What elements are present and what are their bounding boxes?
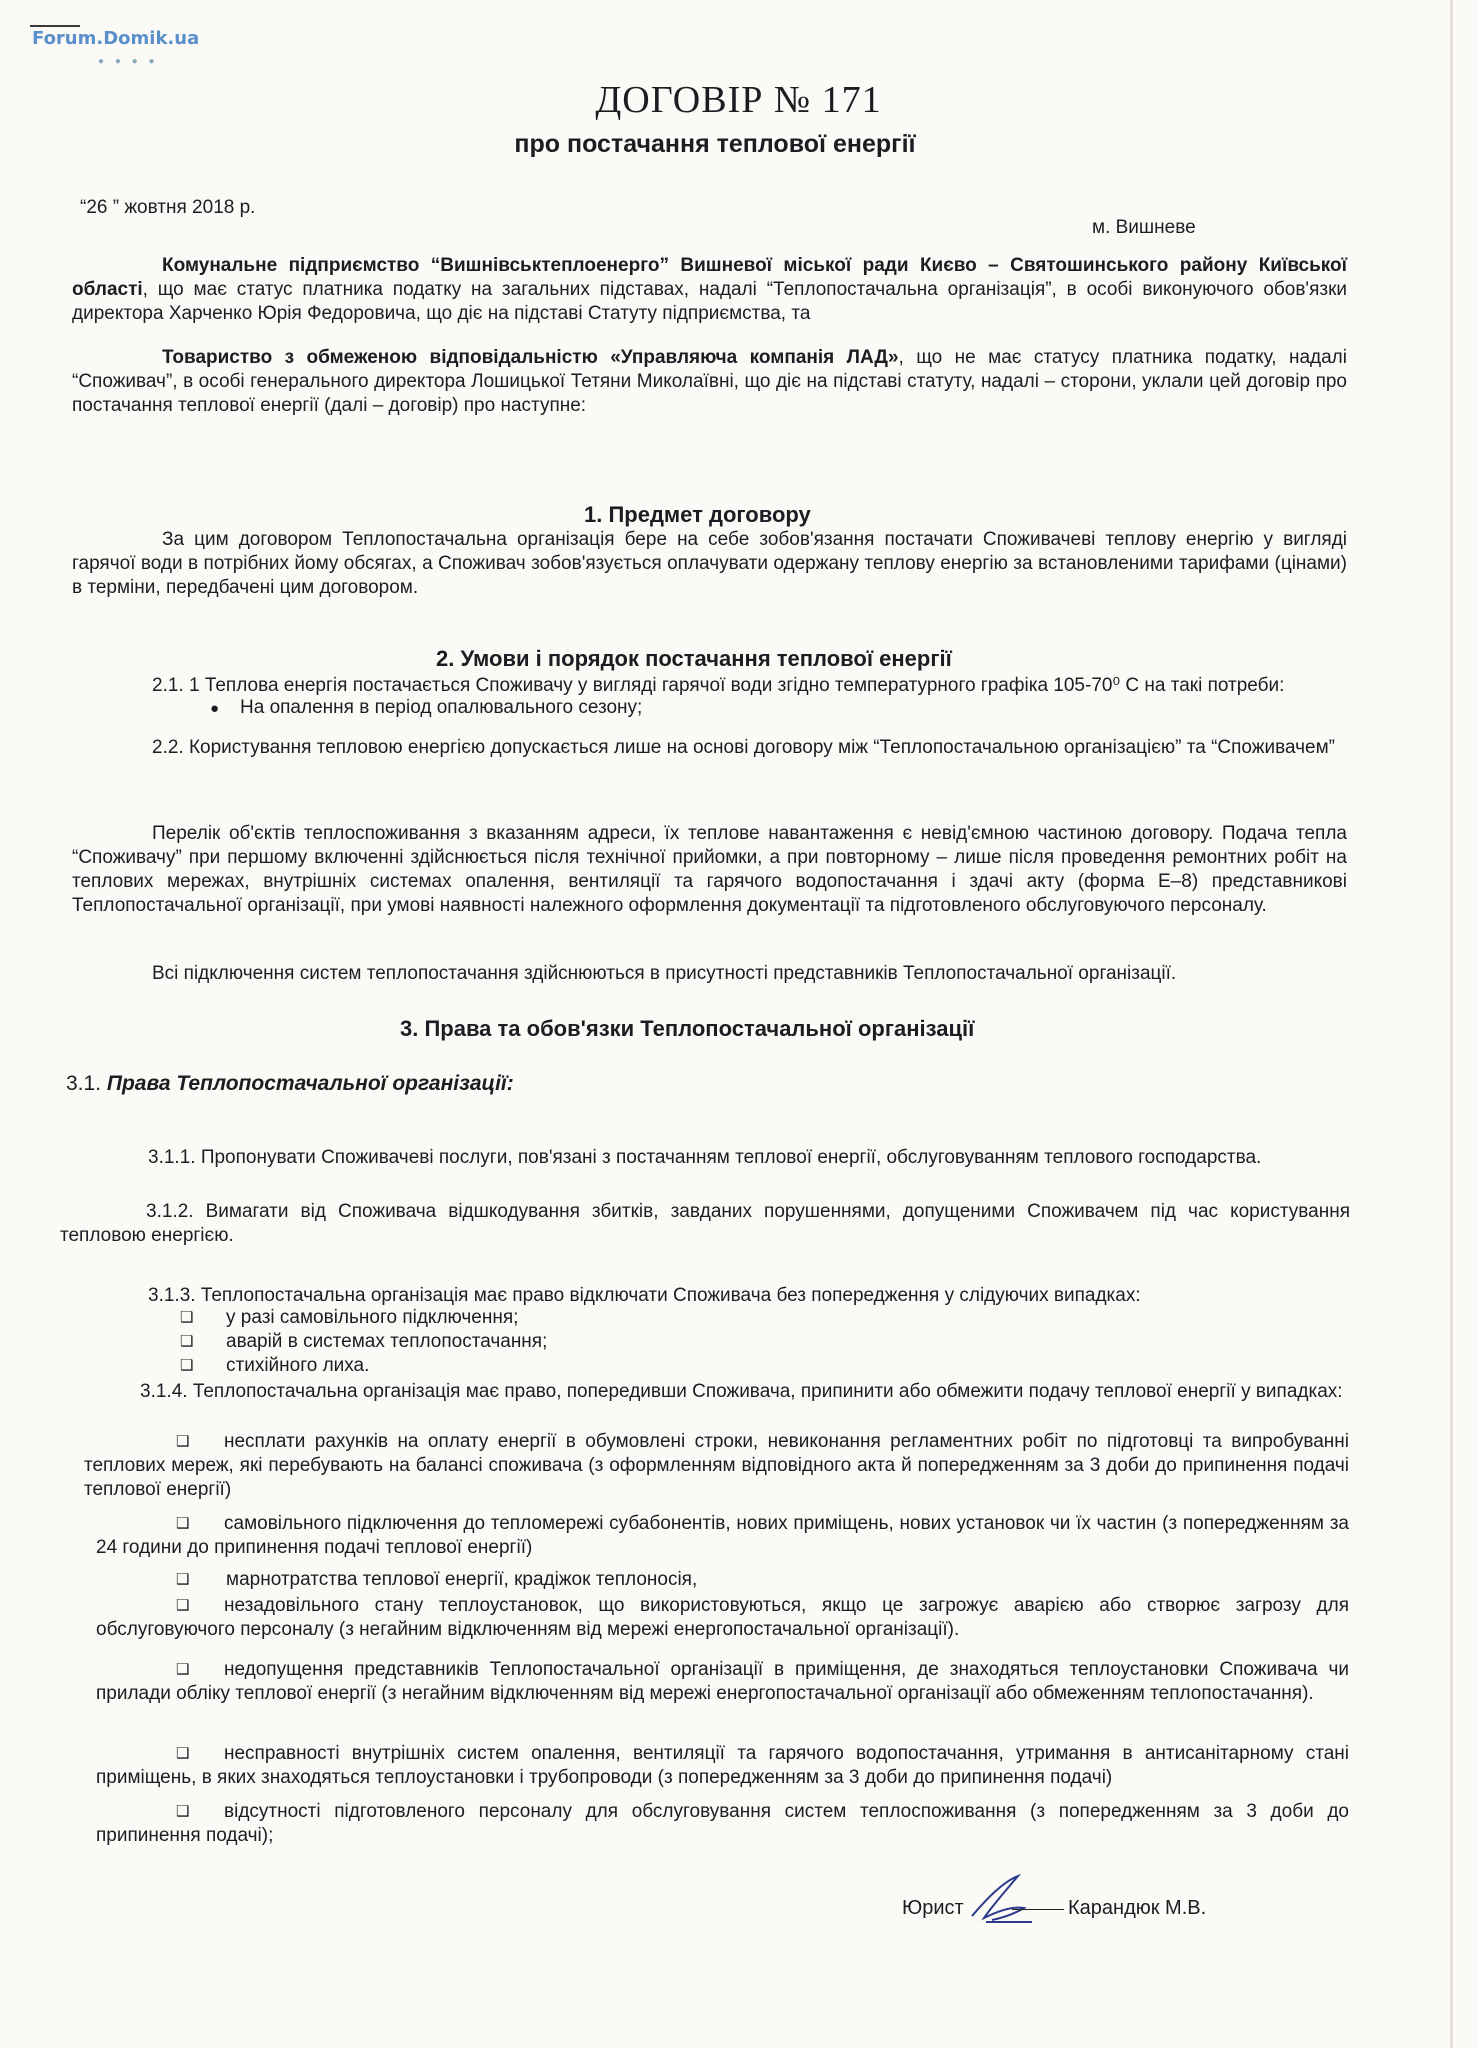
- checkbox-icon: ❑: [176, 1745, 190, 1762]
- clause-3-1-3: 3.1.3. Теплопостачальна організація має право відключати Споживача без попередження у слідуючих випадках:: [148, 1285, 1141, 1306]
- objects-list-paragraph: Перелік об'єктів теплоспоживання з вказанням адреси, їх теплове навантаження є невід'ємною частиною договору. Подача тепла “Споживачу” при першому включенні здійснюється після технічної прийомки, а при повторному – лише після проведення ремонтних робіт на теплових мережах, внутрішніх системах опалення, вентиляції та гарячого водопостачання і здачі акту (форма Е–8) представникові Теплопостачальної організації, при умові наявності належного оформлення документації та підготовленого обслуговуючого персоналу.: [72, 823, 1347, 916]
- checkbox-icon: ❑: [176, 1433, 190, 1450]
- list-314-item-4: незадовільного стану теплоустановок, що використовуються, якщо це загрожує аварією або створює загрозу для обслуговуючого персоналу (з негайним відключенням від мережі енергопостачальної організації).: [96, 1595, 1349, 1640]
- subsection-3-1-number: 3.1.: [66, 1072, 107, 1095]
- checkbox-icon: ❑: [180, 1357, 194, 1374]
- handwritten-signature: [962, 1872, 1042, 1928]
- clause-3-1-2: 3.1.2. Вимагати від Споживача відшкодування збитків, завданих порушеннями, допущеними Споживачем під час користування тепловою енергією.: [60, 1201, 1350, 1246]
- party-1-details: , що має статус платника податку на загальних підставах, надалі “Теплопостачальна організація”, в особі виконуючого обов'язки директора Харченко Юрія Федоровича, що діє на підставі Статуту підприємства, та: [72, 279, 1347, 324]
- party-2-details: , що не має статусу платника податку, надалі “Споживач”, в особі генерального директора Лошицької Тетяни Миколаївні, що діє на підставі статуту, надалі – сторони, уклали цей договір про постачання теплової енергії (далі – договір) про наступне:: [72, 347, 1347, 416]
- list-313-item-3: стихійного лиха.: [226, 1355, 370, 1376]
- watermark-bar: [30, 25, 80, 27]
- list-314-item-2: самовільного підключення до тепломережі субабонентів, нових приміщень, нових установок чи їх частин (з попередженням за 24 години до припинення подачі теплової енергії): [96, 1513, 1349, 1558]
- list-314-item-5: недопущення представників Теплопостачальної організації в приміщення, де знаходяться теплоустановки Споживача чи прилади обліку теплової енергії (з негайним відключенням від мережі енергопостачальної організації або обмеженням теплопостачання).: [96, 1659, 1349, 1704]
- watermark: Forum.Domik.ua: [32, 28, 200, 49]
- heating-bullet: На опалення в період опалювального сезону;: [240, 697, 643, 718]
- checkbox-icon: ❑: [176, 1597, 190, 1614]
- signatory-role: Юрист: [902, 1897, 964, 1919]
- document-title: ДОГОВІР № 171: [595, 79, 882, 121]
- checkbox-icon: ❑: [176, 1803, 190, 1820]
- subsection-3-1-title: Права Теплопостачальної організації:: [106, 1072, 514, 1095]
- signatory-name: Карандюк М.В.: [1068, 1897, 1207, 1919]
- party-1-name: Комунальне підприємство “Вишнівськтеплоенерго” Вишневої міської ради Києво – Святошинського району Київської області: [72, 255, 1347, 300]
- section-1-text: За цим договором Теплопостачальна організація бере на себе зобов'язання постачати Споживачеві теплову енергію у вигляді гарячої води в потрібних йому обсягах, а Споживач зобов'язується оплачувати одержану теплову енергію за встановленими тарифами (цінами) в терміни, передбачені цим договором.: [72, 529, 1347, 598]
- checkbox-icon: ❑: [176, 1515, 190, 1532]
- section-2-heading: 2. Умови і порядок постачання теплової енергії: [436, 646, 952, 671]
- signature-line: [1012, 1909, 1064, 1910]
- clause-3-1-1: 3.1.1. Пропонувати Споживачеві послуги, пов'язані з постачанням теплової енергії, обслуговуванням теплового господарства.: [148, 1147, 1262, 1168]
- list-314-item-7: відсутності підготовленого персоналу для обслуговування систем теплоспоживання (з попередженням за 3 доби до припинення подачі);: [96, 1801, 1349, 1846]
- party-2: [72, 346, 1347, 418]
- checkbox-icon: ❑: [180, 1309, 194, 1326]
- subsection-3-1: [66, 1072, 514, 1096]
- list-314-item-1: несплати рахунків на оплату енергії в обумовлені строки, невиконання регламентних робіт по підготовці та випробуванні теплових мереж, які перебувають на балансі споживача (з оформленням відповідного акта й попередженням за 3 доби до припинення подачі теплової енергії): [84, 1431, 1349, 1500]
- list-313-item-1: у разі самовільного підключення;: [226, 1307, 519, 1328]
- section-3-heading: 3. Права та обов'язки Теплопостачальної організації: [400, 1016, 975, 1041]
- list-313-item-2: аварій в системах теплопостачання;: [226, 1331, 548, 1352]
- clause-2-1-1: 2.1. 1 Теплова енергія постачається Споживачу у вигляді гарячої води згідно температурного графіка 105-70⁰ С на такі потреби:: [152, 675, 1285, 696]
- party-2-name: Товариство з обмеженою відповідальністю «Управляюча компанія ЛАД»: [162, 347, 899, 368]
- watermark-dots: ● ● ● ●: [98, 56, 159, 67]
- bullet-icon: ●: [210, 700, 220, 717]
- clause-2-2: 2.2. Користування тепловою енергією допускається лише на основі договору між “Теплопостачальною організацією” та “Споживачем”: [152, 737, 1335, 758]
- scan-edge: [1450, 0, 1453, 2048]
- connections-paragraph: Всі підключення систем теплопостачання здійснюються в присутності представників Теплопостачальної організації.: [152, 963, 1177, 984]
- party-1: [72, 254, 1347, 326]
- contract-city: м. Вишневе: [1092, 217, 1196, 238]
- checkbox-icon: ❑: [176, 1571, 190, 1588]
- section-1-heading: 1. Предмет договору: [584, 502, 811, 527]
- checkbox-icon: ❑: [176, 1661, 190, 1678]
- document-subtitle: про постачання теплової енергії: [514, 130, 916, 158]
- clause-3-1-4: 3.1.4. Теплопостачальна організація має право, попередивши Споживача, припинити або обмежити подачу теплової енергії у випадках:: [140, 1381, 1343, 1402]
- contract-date: “26 ” жовтня 2018 р.: [80, 197, 256, 218]
- checkbox-icon: ❑: [180, 1333, 194, 1350]
- list-314-item-6: несправності внутрішніх систем опалення, вентиляції та гарячого водопостачання, утримання в антисанітарному стані приміщень, в яких знаходяться теплоустановки і трубопроводи (з попередженням за 3 доби до припинення подачі): [96, 1743, 1349, 1788]
- list-314-item-3: марнотратства теплової енергії, крадіжок теплоносія,: [226, 1569, 698, 1590]
